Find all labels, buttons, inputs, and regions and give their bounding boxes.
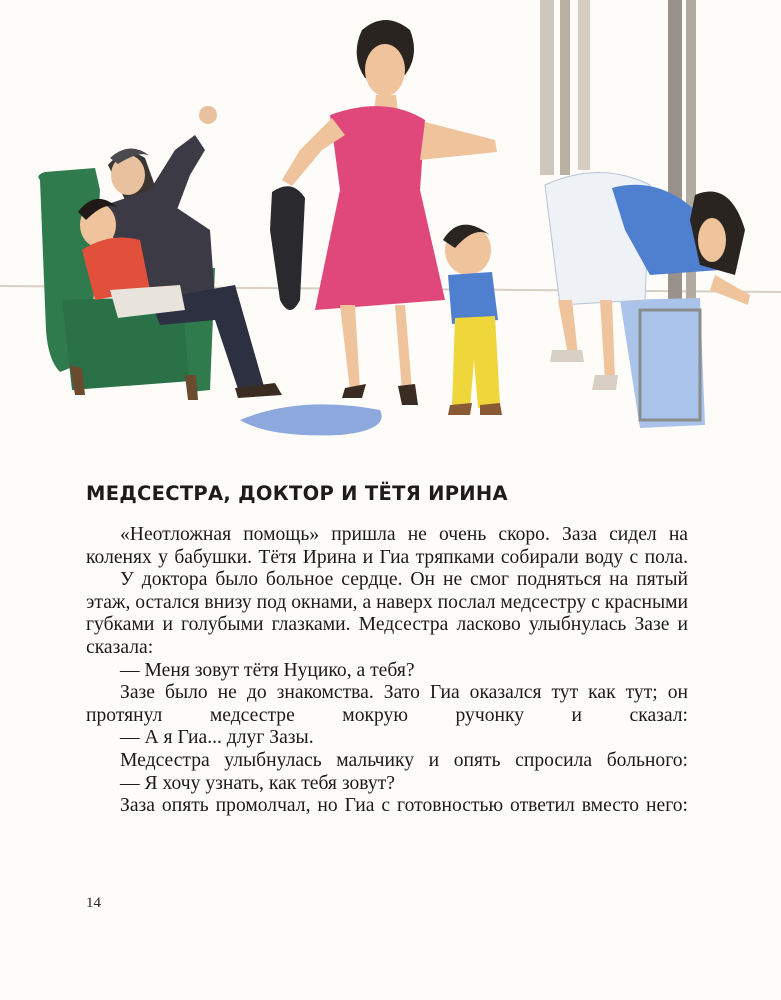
paragraph: Зазе было не до знакомства. Зато Гиа оказался тут как тут; он протянул медсестре мокрую ручонку и сказал: (86, 682, 688, 726)
paragraph: — А я Гиа... длуг Зазы. (120, 727, 314, 749)
story-text (86, 524, 688, 818)
paragraph: — Меня зовут тётя Нуцико, а тебя? (120, 659, 415, 681)
wet-cloth (270, 186, 305, 310)
paragraph: — Я хочу узнать, как тебя зовут? (120, 772, 395, 794)
paragraph: Заза опять промолчал, но Гиа с готовностью ответил вместо него: (120, 795, 688, 817)
page-number: 14 (86, 895, 101, 911)
toddler-gia (443, 225, 502, 415)
family-scene-illustration (0, 0, 781, 460)
paragraph: Медсестра улыбнулась мальчику и опять спросила больного: (120, 749, 688, 771)
radiator (620, 298, 705, 428)
chapter-title: МЕДСЕСТРА, ДОКТОР И ТЁТЯ ИРИНА (86, 482, 508, 505)
paragraph: У доктора было больное сердце. Он не смог подняться на пятый этаж, остался внизу под окнами, а наверх послал медсестру с красными губками и голубыми глазками. Медсестра ласково улыбнулась Зазе и сказала: (86, 569, 688, 658)
puddle (240, 404, 382, 435)
paragraph: «Неотложная помощь» пришла не очень скоро. Заза сидел на коленях у бабушки. Тётя Ирина и Гиа тряпками собирали воду с пола. (86, 524, 688, 568)
